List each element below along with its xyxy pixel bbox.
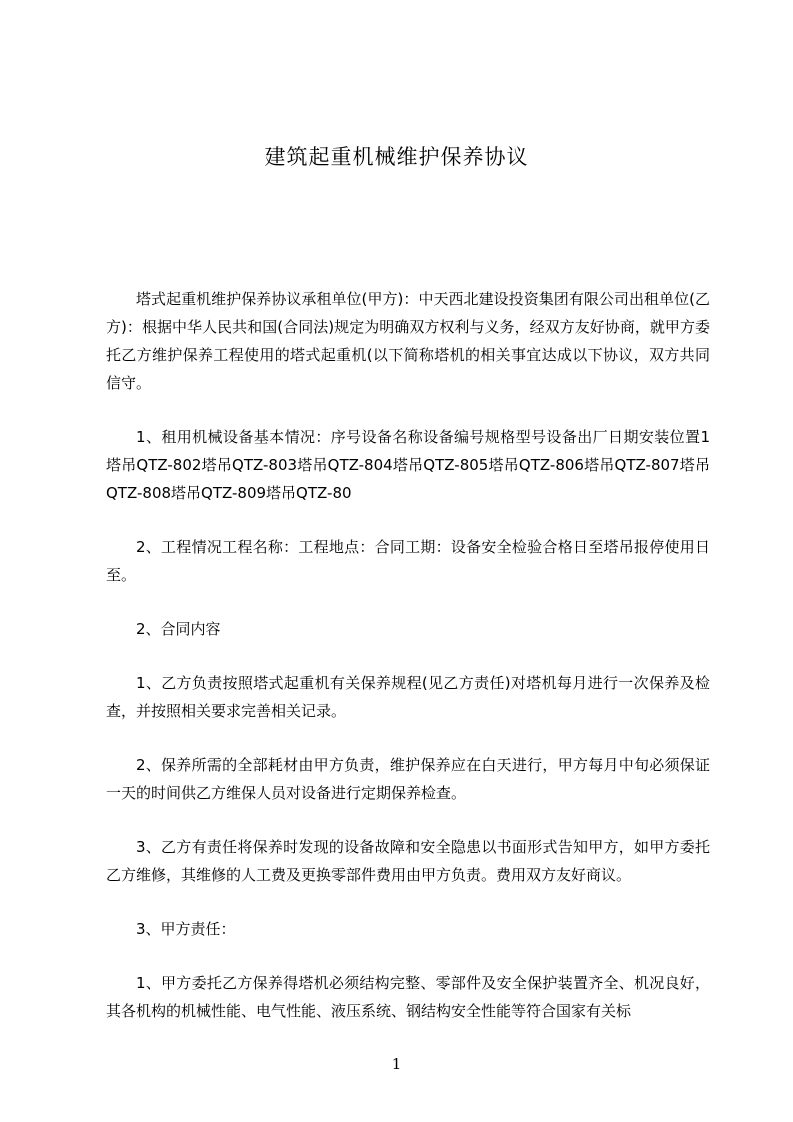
page-number: 1 — [391, 1055, 402, 1073]
document-title: 建筑起重机械维护保养协议 — [264, 145, 529, 169]
paragraph-clause-2: 2、保养所需的全部耗材由甲方负责，维护保养应在白天进行，甲方每月中旬必须保证一天的时间供乙方维保人员对设备进行定期保养检查。 — [106, 756, 710, 802]
paragraph-clause-3: 3、乙方有责任将保养时发现的设备故障和安全隐患以书面形式告知甲方，如甲方委托乙方维修，其维修的人工费及更换零部件费用由甲方负责。费用双方友好商议。 — [106, 838, 710, 884]
paragraph-party-a-1: 1、甲方委托乙方保养得塔机必须结构完整、零部件及安全保护装置齐全、机况良好，其各机构的机械性能、电气性能、液压系统、钢结构安全性能等符合国家有关标 — [106, 974, 710, 1020]
paragraph-intro: 塔式起重机维护保养协议承租单位(甲方)：中天西北建设投资集团有限公司出租单位(乙方)：根据中华人民共和国(合同法)规定为明确双方权利与义务，经双方友好协商，就甲方委托乙方维护保养工程使用的塔式起重机(以下简称塔机的相关事宜达成以下协议，双方共同信守。 — [106, 290, 710, 392]
paragraph-project-info: 2、工程情况工程名称：工程地点：合同工期：设备安全检验合格日至塔吊报停使用日至。 — [106, 538, 710, 584]
document-body — [106, 285, 710, 1051]
paragraph-equipment: 1、租用机械设备基本情况：序号设备名称设备编号规格型号设备出厂日期安装位置1塔吊QTZ-802塔吊QTZ-803塔吊QTZ-804塔吊QTZ-805塔吊QTZ-806塔吊QTZ-807塔吊QTZ-808塔吊QTZ-809塔吊QTZ-80 — [106, 428, 710, 502]
section-heading-party-a: 3、甲方责任： — [136, 920, 236, 938]
paragraph-clause-1: 1、乙方负责按照塔式起重机有关保养规程(见乙方责任)对塔机每月进行一次保养及检查，并按照相关要求完善相关记录。 — [106, 674, 710, 720]
section-heading-contract: 2、合同内容 — [136, 620, 221, 638]
